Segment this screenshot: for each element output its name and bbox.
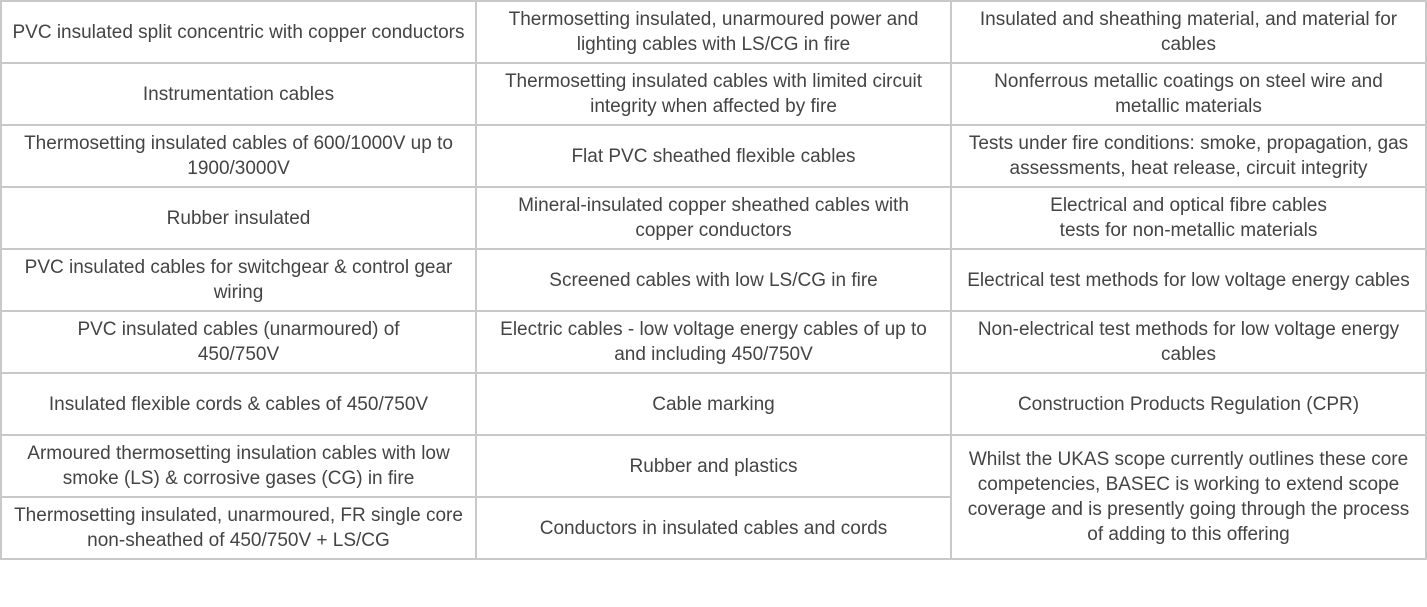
table-cell	[476, 497, 951, 559]
table-cell	[476, 63, 951, 125]
cell-text: Instrumentation cables	[142, 83, 335, 105]
merged-note-text: Whilst the UKAS scope currently outlines these core competencies, BASEC is working to extend scope coverage and is presently going through the process of adding to this offering	[967, 449, 1410, 545]
cell-text: Rubber insulated	[166, 207, 311, 229]
table-row	[1, 63, 1426, 125]
cell-text: Insulated flexible cords & cables of 450/750V	[48, 393, 429, 415]
table-cell	[951, 187, 1426, 249]
table-cell	[476, 187, 951, 249]
cell-text: Thermosetting insulated, unarmoured, FR single core non-sheathed of 450/750V + LS/CG	[14, 505, 463, 551]
table-cell	[951, 373, 1426, 435]
table-cell	[1, 311, 476, 373]
merged-note-cell	[951, 435, 1426, 559]
table-cell	[951, 63, 1426, 125]
cell-text: Electrical test methods for low voltage energy cables	[967, 269, 1410, 291]
table-cell	[1, 125, 476, 187]
cell-text: Tests under fire conditions: smoke, propagation, gas assessments, heat release, circuit integrity	[968, 133, 1409, 179]
table-cell	[1, 1, 476, 63]
cell-text: Insulated and sheathing material, and material for cables	[979, 9, 1398, 55]
cell-text: Thermosetting insulated cables with limited circuit integrity when affected by fire	[504, 71, 923, 117]
table-cell	[1, 435, 476, 497]
cell-text: Armoured thermosetting insulation cables with low smoke (LS) & corrosive gases (CG) in fire	[27, 443, 450, 489]
cell-text: Non-electrical test methods for low voltage energy cables	[977, 319, 1400, 365]
table-cell	[476, 249, 951, 311]
table-cell	[951, 249, 1426, 311]
cell-text: Thermosetting insulated, unarmoured power and lighting cables with LS/CG in fire	[508, 9, 919, 55]
table-cell	[476, 125, 951, 187]
cell-text: Rubber and plastics	[629, 455, 798, 477]
table-row	[1, 125, 1426, 187]
table-cell	[476, 1, 951, 63]
cell-text: Screened cables with low LS/CG in fire	[549, 269, 878, 291]
table-cell	[476, 435, 951, 497]
table-cell	[1, 187, 476, 249]
table-row	[1, 311, 1426, 373]
table-cell	[476, 311, 951, 373]
table-row	[1, 435, 1426, 497]
cell-text: Construction Products Regulation (CPR)	[1017, 393, 1360, 415]
cell-text: Conductors in insulated cables and cords	[539, 517, 888, 539]
table-row	[1, 373, 1426, 435]
cell-text: Cable marking	[652, 393, 775, 415]
table-row	[1, 1, 1426, 63]
cell-text: Electric cables - low voltage energy cables of up to and including 450/750V	[500, 319, 927, 365]
table-cell	[951, 1, 1426, 63]
cell-text: Electrical and optical fibre cables tests for non-metallic materials	[1050, 195, 1327, 241]
cell-text: Mineral-insulated copper sheathed cables with copper conductors	[518, 195, 909, 241]
cell-text: PVC insulated cables (unarmoured) of 450/750V	[77, 319, 400, 365]
table-cell	[1, 497, 476, 559]
cell-text: Nonferrous metallic coatings on steel wire and metallic materials	[994, 71, 1383, 117]
table-cell	[951, 311, 1426, 373]
table-cell	[951, 125, 1426, 187]
table-cell	[1, 63, 476, 125]
cell-text: PVC insulated cables for switchgear & control gear wiring	[24, 257, 453, 303]
table-cell	[1, 249, 476, 311]
cell-text: PVC insulated split concentric with copper conductors	[12, 21, 465, 43]
table-row	[1, 187, 1426, 249]
table-row	[1, 249, 1426, 311]
cell-text: Flat PVC sheathed flexible cables	[571, 145, 856, 167]
table-cell	[1, 373, 476, 435]
cell-text: Thermosetting insulated cables of 600/1000V up to 1900/3000V	[24, 133, 453, 179]
table-cell	[476, 373, 951, 435]
